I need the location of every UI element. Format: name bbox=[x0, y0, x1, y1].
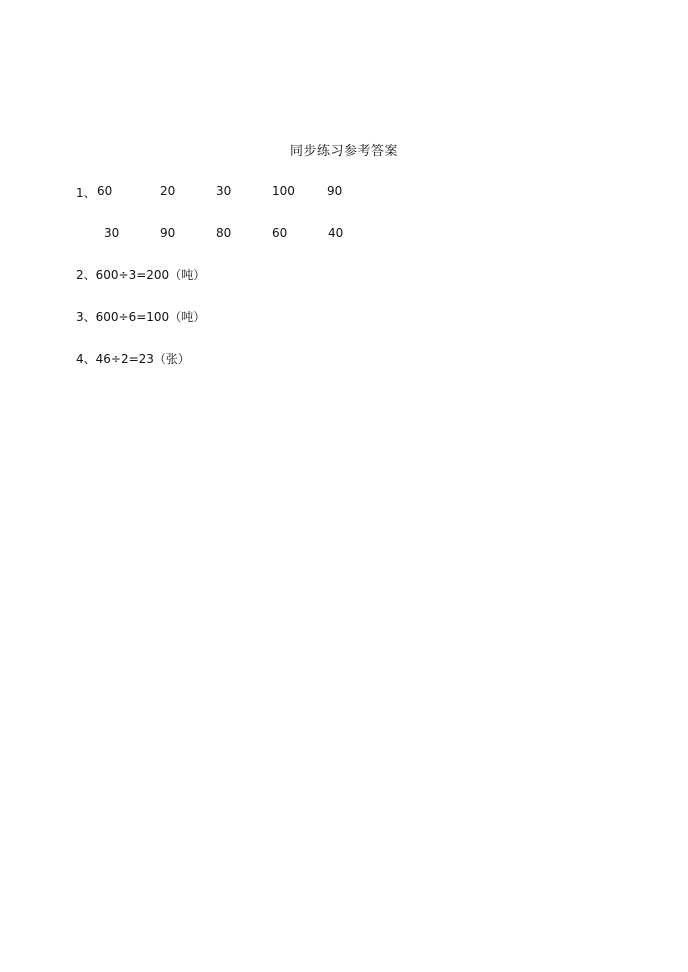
q1-r1-value: 100 bbox=[272, 184, 295, 198]
q1-r1-value: 90 bbox=[327, 184, 343, 198]
q1-r1-value: 60 bbox=[97, 184, 113, 198]
answer-line-3: 3、600÷6=100（吨） bbox=[76, 310, 206, 324]
answer-line-4: 4、46÷2=23（张） bbox=[76, 352, 190, 366]
document-title: 同步练习参考答案 bbox=[289, 144, 398, 159]
answer-line-2: 2、600÷3=200（吨） bbox=[76, 268, 206, 282]
q1-r2-value: 80 bbox=[216, 226, 232, 240]
q1-r2-value: 30 bbox=[104, 226, 120, 240]
q1-r1-value: 30 bbox=[216, 184, 232, 198]
q1-r1-value: 20 bbox=[160, 184, 176, 198]
q1-label: 1、 bbox=[76, 186, 96, 200]
q1-r2-value: 60 bbox=[272, 226, 288, 240]
q1-r2-value: 40 bbox=[328, 226, 344, 240]
q1-r2-value: 90 bbox=[160, 226, 176, 240]
